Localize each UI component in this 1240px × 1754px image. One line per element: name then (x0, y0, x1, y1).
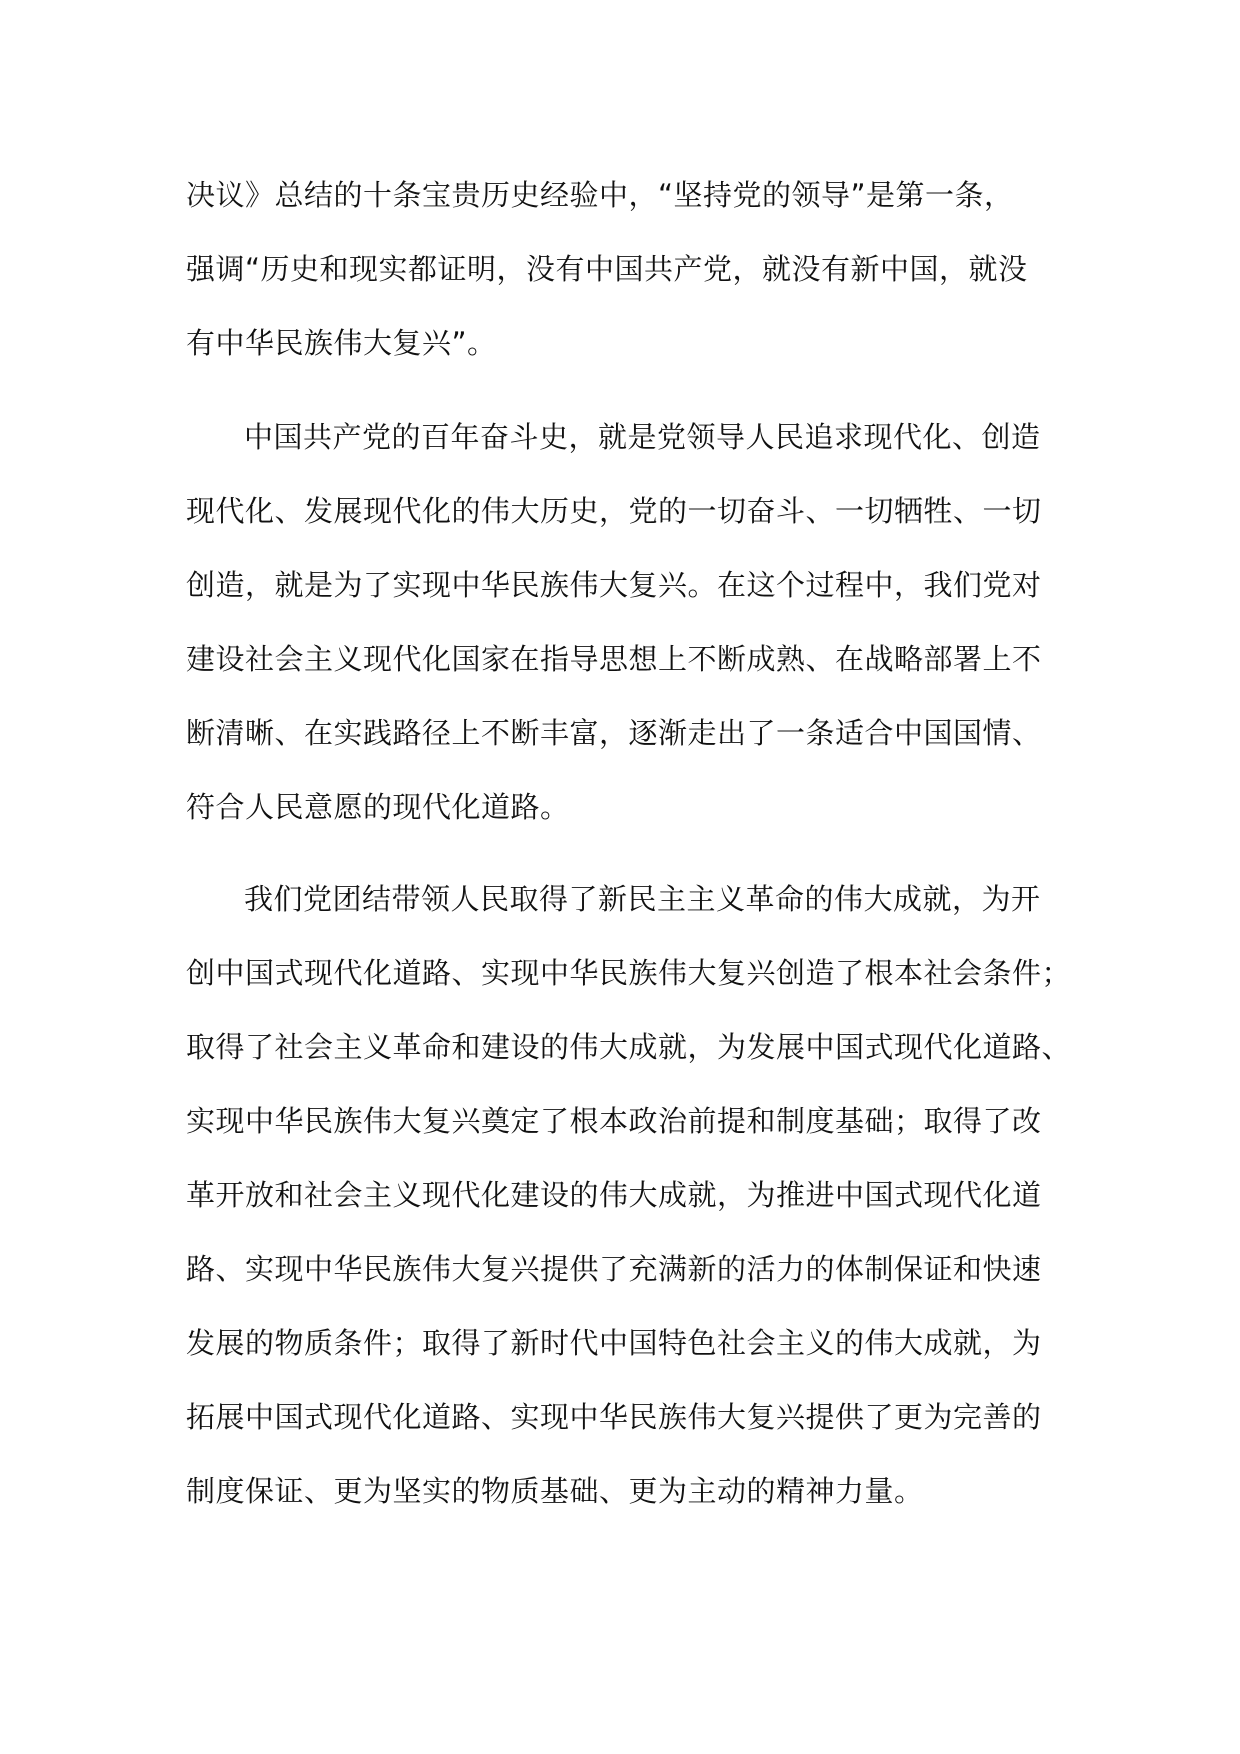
paragraph-line: 断清晰、在实践路径上不断丰富，逐渐走出了一条适合中国国情、 (186, 716, 1042, 750)
paragraph-line: 创中国式现代化道路、实现中华民族伟大复兴创造了根本社会条件； (186, 956, 1072, 990)
paragraph-line: 制度保证、更为坚实的物质基础、更为主动的精神力量。 (186, 1474, 924, 1508)
paragraph-line: 我们党团结带领人民取得了新民主主义革命的伟大成就，为开 (244, 882, 1041, 916)
paragraph-line: 决议》总结的十条宝贵历史经验中，“坚持党的领导”是第一条， (186, 178, 1014, 212)
paragraph-line: 有中华民族伟大复兴”。 (186, 326, 497, 360)
paragraph-line: 中国共产党的百年奋斗史，就是党领导人民追求现代化、创造 (244, 420, 1041, 454)
paragraph-3 (186, 862, 1072, 1528)
paragraph-line: 实现中华民族伟大复兴奠定了根本政治前提和制度基础；取得了改 (186, 1104, 1042, 1138)
paragraph-line: 建设社会主义现代化国家在指导思想上不断成熟、在战略部署上不 (186, 642, 1042, 676)
paragraph-line: 强调“历史和现实都证明，没有中国共产党，就没有新中国，就没 (186, 252, 1028, 286)
paragraph-line: 现代化、发展现代化的伟大历史，党的一切奋斗、一切牺牲、一切 (186, 494, 1042, 528)
paragraph-line: 革开放和社会主义现代化建设的伟大成就，为推进中国式现代化道 (186, 1178, 1042, 1212)
paragraph-line: 符合人民意愿的现代化道路。 (186, 790, 570, 824)
paragraph-line: 路、实现中华民族伟大复兴提供了充满新的活力的体制保证和快速 (186, 1252, 1042, 1286)
paragraph-line: 拓展中国式现代化道路、实现中华民族伟大复兴提供了更为完善的 (186, 1400, 1042, 1434)
paragraph-2 (186, 400, 1066, 844)
paragraph-1 (186, 158, 1066, 380)
paragraph-line: 发展的物质条件；取得了新时代中国特色社会主义的伟大成就，为 (186, 1326, 1042, 1360)
paragraph-line: 创造，就是为了实现中华民族伟大复兴。在这个过程中，我们党对 (186, 568, 1042, 602)
paragraph-line: 取得了社会主义革命和建设的伟大成就，为发展中国式现代化道路、 (186, 1030, 1072, 1064)
